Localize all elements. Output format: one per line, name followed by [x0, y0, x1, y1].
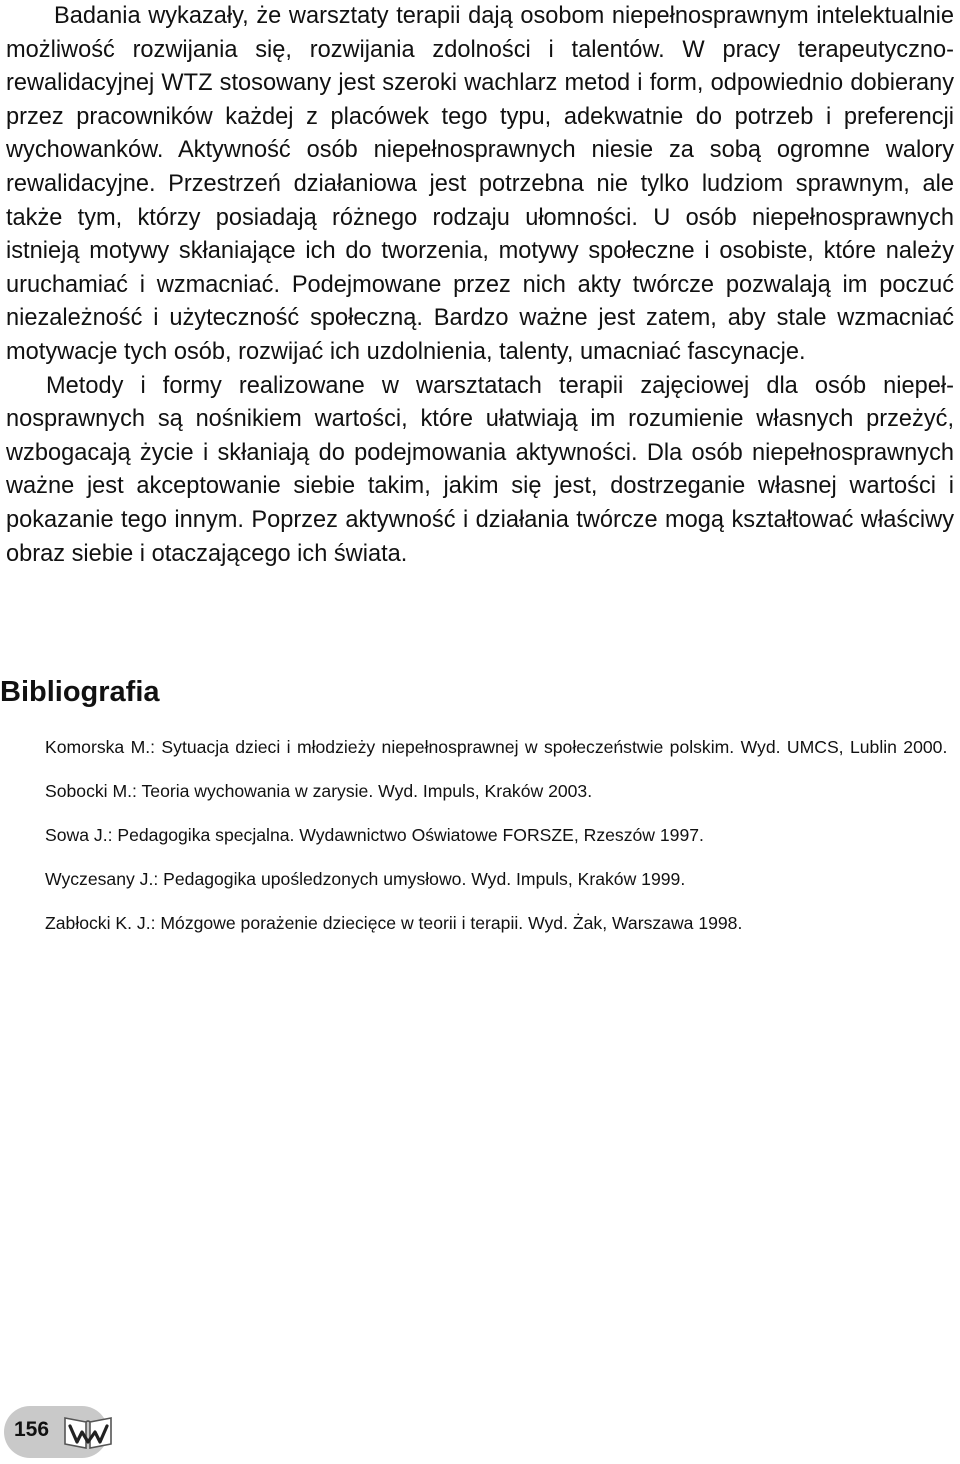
bibliography-entry: Wyczesany J.: Pedagogika upośledzonych umysłowo. Wyd. Impuls, Kraków 1999. [45, 869, 686, 889]
bibliography-entry: Komorska M.: Sytuacja dzieci i młodzieży niepełnosprawnej w społeczeństwie polskim. Wyd. UMCS, Lublin 2000. [45, 737, 948, 757]
body-paragraph-1: Badania wykazały, że warsztaty terapii dają osobom niepełnosprawnym intelektualnie możliwość rozwijania się, rozwijania zdolności i talentów. W pracy terapeutyczno-rewalidacyjnej WTZ stosowany jest szeroki wachlarz metod i form, odpowiednio dobierany przez pracowników każdej z placówek tego typu, adekwatnie do potrzeb i preferencji wychowanków. Aktywność osób niepełnosprawnych niesie za sobą ogromne walory rewalidacyjne. Przestrzeń działaniowa jest potrzebna nie tylko ludziom sprawnym, ale także tym, którzy posiadają różnego rodzaju ułomności. U osób niepełnosprawnych istnieją motywy skłaniające ich do tworzenia, motywy społeczne i osobiste, które należy uruchamiać i wzmacniać. Podejmowane przez nich akty twórcze pozwalają im poczuć niezależność i użyteczność społeczną. Bardzo ważne jest zatem, aby stale wzmacniać motywacje tych osób, rozwijać ich uzdolnienia, talenty, umacniać fascynacje. [6, 3, 954, 365]
bibliography-entry: Zabłocki K. J.: Mózgowe porażenie dziecięce w teorii i terapii. Wyd. Żak, Warszawa 1998. [45, 913, 743, 933]
bibliography-entry: Sowa J.: Pedagogika specjalna. Wydawnictwo Oświatowe FORSZE, Rzeszów 1997. [45, 825, 704, 845]
bibliography-entry: Sobocki M.: Teoria wychowania w zarysie. Wyd. Impuls, Kraków 2003. [45, 781, 593, 801]
page-footer [4, 1406, 120, 1458]
book-w-logo-icon [62, 1413, 114, 1451]
bibliography-list [45, 734, 960, 954]
document-page [6, 0, 954, 571]
page-number: 156 [14, 1418, 50, 1441]
body-paragraph-2: Metody i formy realizowane w warsztatach terapii zajęciowej dla osób niepełnosprawnych są nośnikiem wartości, które ułatwiają im rozumienie własnych przeżyć, wzbogacają życie i skłaniają do podejmowania aktywności. Dla osób niepełnosprawnych ważne jest akceptowanie siebie takim, jakim się jest, dostrzeganie własnej wartości i pokazanie tego innym. Poprzez aktywność i działania twórcze mogą kształtować właściwy obraz siebie i otaczającego ich świata. [6, 372, 954, 567]
bibliography-heading: Bibliografia [0, 676, 160, 708]
